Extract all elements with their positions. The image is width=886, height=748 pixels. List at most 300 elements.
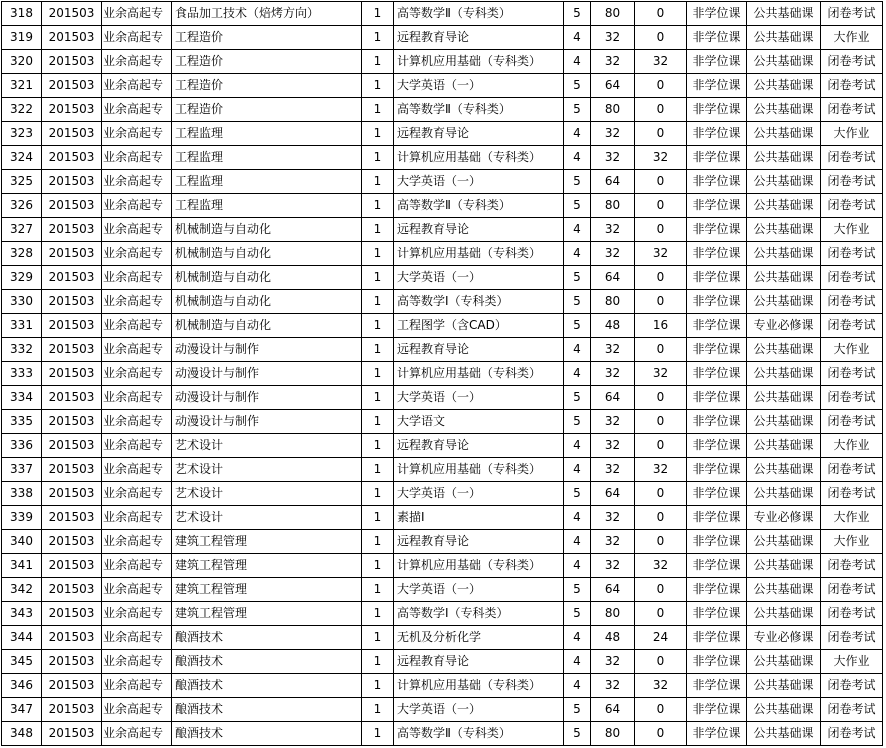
practice-hours-cell: 0 [635,722,687,746]
table-row [2,74,883,98]
course-name-cell: 计算机应用基础（专科类） [394,50,564,74]
degree-type-cell: 非学位课 [687,2,747,26]
course-category-cell: 公共基础课 [747,218,821,242]
semester-cell: 1 [362,266,394,290]
semester-cell: 1 [362,410,394,434]
semester-cell: 1 [362,698,394,722]
term-cell: 201503 [42,2,102,26]
table-row [2,410,883,434]
table-row [2,674,883,698]
term-cell: 201503 [42,626,102,650]
total-hours-cell: 64 [591,698,635,722]
exam-type-cell: 闭卷考试 [821,2,883,26]
degree-type-cell: 非学位课 [687,194,747,218]
term-cell: 201503 [42,98,102,122]
degree-type-cell: 非学位课 [687,434,747,458]
practice-hours-cell: 0 [635,26,687,50]
total-hours-cell: 32 [591,674,635,698]
row-index-cell: 323 [2,122,42,146]
practice-hours-cell: 0 [635,290,687,314]
course-category-cell: 公共基础课 [747,530,821,554]
course-name-cell: 工程图学（含CAD） [394,314,564,338]
degree-type-cell: 非学位课 [687,698,747,722]
course-category-cell: 公共基础课 [747,194,821,218]
level-cell: 业余高起专 [102,2,172,26]
table-row [2,578,883,602]
exam-type-cell: 闭卷考试 [821,74,883,98]
credit-cell: 5 [564,722,591,746]
term-cell: 201503 [42,314,102,338]
level-cell: 业余高起专 [102,98,172,122]
degree-type-cell: 非学位课 [687,314,747,338]
credit-cell: 5 [564,98,591,122]
level-cell: 业余高起专 [102,290,172,314]
course-name-cell: 计算机应用基础（专科类） [394,674,564,698]
semester-cell: 1 [362,554,394,578]
course-category-cell: 公共基础课 [747,338,821,362]
table-row [2,218,883,242]
practice-hours-cell: 32 [635,554,687,578]
table-row [2,290,883,314]
major-cell: 艺术设计 [172,458,362,482]
degree-type-cell: 非学位课 [687,506,747,530]
practice-hours-cell: 0 [635,170,687,194]
exam-type-cell: 大作业 [821,434,883,458]
term-cell: 201503 [42,194,102,218]
row-index-cell: 328 [2,242,42,266]
row-index-cell: 346 [2,674,42,698]
row-index-cell: 344 [2,626,42,650]
row-index-cell: 342 [2,578,42,602]
exam-type-cell: 闭卷考试 [821,602,883,626]
major-cell: 建筑工程管理 [172,554,362,578]
table-row [2,722,883,746]
major-cell: 机械制造与自动化 [172,314,362,338]
semester-cell: 1 [362,218,394,242]
table-row [2,554,883,578]
table-row [2,434,883,458]
semester-cell: 1 [362,122,394,146]
exam-type-cell: 闭卷考试 [821,50,883,74]
course-name-cell: 无机及分析化学 [394,626,564,650]
practice-hours-cell: 0 [635,698,687,722]
total-hours-cell: 80 [591,194,635,218]
table-row [2,50,883,74]
level-cell: 业余高起专 [102,338,172,362]
term-cell: 201503 [42,650,102,674]
term-cell: 201503 [42,506,102,530]
level-cell: 业余高起专 [102,722,172,746]
level-cell: 业余高起专 [102,74,172,98]
course-category-cell: 公共基础课 [747,554,821,578]
major-cell: 动漫设计与制作 [172,410,362,434]
major-cell: 机械制造与自动化 [172,290,362,314]
semester-cell: 1 [362,482,394,506]
credit-cell: 5 [564,410,591,434]
major-cell: 食品加工技术（焙烤方向） [172,2,362,26]
major-cell: 艺术设计 [172,506,362,530]
term-cell: 201503 [42,338,102,362]
level-cell: 业余高起专 [102,194,172,218]
course-category-cell: 公共基础课 [747,266,821,290]
semester-cell: 1 [362,194,394,218]
course-category-cell: 公共基础课 [747,410,821,434]
course-name-cell: 素描Ⅰ [394,506,564,530]
course-category-cell: 公共基础课 [747,50,821,74]
degree-type-cell: 非学位课 [687,578,747,602]
major-cell: 机械制造与自动化 [172,218,362,242]
practice-hours-cell: 0 [635,434,687,458]
course-category-cell: 公共基础课 [747,122,821,146]
credit-cell: 4 [564,218,591,242]
term-cell: 201503 [42,386,102,410]
semester-cell: 1 [362,650,394,674]
major-cell: 工程造价 [172,98,362,122]
course-category-cell: 公共基础课 [747,290,821,314]
degree-type-cell: 非学位课 [687,458,747,482]
row-index-cell: 318 [2,2,42,26]
term-cell: 201503 [42,434,102,458]
credit-cell: 4 [564,458,591,482]
practice-hours-cell: 0 [635,386,687,410]
major-cell: 工程监理 [172,170,362,194]
row-index-cell: 329 [2,266,42,290]
row-index-cell: 335 [2,410,42,434]
course-category-cell: 专业必修课 [747,314,821,338]
practice-hours-cell: 24 [635,626,687,650]
credit-cell: 4 [564,122,591,146]
course-category-cell: 公共基础课 [747,482,821,506]
table-row [2,650,883,674]
degree-type-cell: 非学位课 [687,338,747,362]
semester-cell: 1 [362,314,394,338]
table-row [2,314,883,338]
level-cell: 业余高起专 [102,506,172,530]
term-cell: 201503 [42,554,102,578]
exam-type-cell: 大作业 [821,218,883,242]
row-index-cell: 327 [2,218,42,242]
course-name-cell: 远程教育导论 [394,122,564,146]
credit-cell: 4 [564,530,591,554]
level-cell: 业余高起专 [102,482,172,506]
semester-cell: 1 [362,98,394,122]
credit-cell: 4 [564,362,591,386]
row-index-cell: 330 [2,290,42,314]
semester-cell: 1 [362,50,394,74]
course-name-cell: 大学英语（一） [394,74,564,98]
course-category-cell: 公共基础课 [747,74,821,98]
table-row [2,2,883,26]
total-hours-cell: 32 [591,506,635,530]
total-hours-cell: 32 [591,146,635,170]
credit-cell: 4 [564,626,591,650]
semester-cell: 1 [362,674,394,698]
credit-cell: 5 [564,290,591,314]
exam-type-cell: 闭卷考试 [821,194,883,218]
table-row [2,458,883,482]
degree-type-cell: 非学位课 [687,218,747,242]
course-name-cell: 高等数学Ⅱ（专科类） [394,722,564,746]
semester-cell: 1 [362,242,394,266]
semester-cell: 1 [362,386,394,410]
semester-cell: 1 [362,170,394,194]
exam-type-cell: 闭卷考试 [821,242,883,266]
level-cell: 业余高起专 [102,458,172,482]
row-index-cell: 322 [2,98,42,122]
course-name-cell: 计算机应用基础（专科类） [394,458,564,482]
semester-cell: 1 [362,290,394,314]
table-row [2,26,883,50]
course-category-cell: 公共基础课 [747,26,821,50]
practice-hours-cell: 0 [635,650,687,674]
course-schedule-table [1,1,883,746]
course-name-cell: 大学英语（一） [394,578,564,602]
credit-cell: 5 [564,578,591,602]
row-index-cell: 339 [2,506,42,530]
term-cell: 201503 [42,50,102,74]
course-name-cell: 高等数学Ⅱ（专科类） [394,98,564,122]
credit-cell: 4 [564,146,591,170]
level-cell: 业余高起专 [102,554,172,578]
credit-cell: 4 [564,650,591,674]
major-cell: 工程造价 [172,74,362,98]
credit-cell: 5 [564,386,591,410]
exam-type-cell: 大作业 [821,650,883,674]
credit-cell: 4 [564,242,591,266]
degree-type-cell: 非学位课 [687,74,747,98]
credit-cell: 5 [564,170,591,194]
total-hours-cell: 80 [591,98,635,122]
major-cell: 工程监理 [172,146,362,170]
term-cell: 201503 [42,578,102,602]
credit-cell: 4 [564,434,591,458]
degree-type-cell: 非学位课 [687,146,747,170]
practice-hours-cell: 0 [635,482,687,506]
major-cell: 艺术设计 [172,482,362,506]
course-category-cell: 公共基础课 [747,362,821,386]
row-index-cell: 332 [2,338,42,362]
row-index-cell: 324 [2,146,42,170]
table-row [2,146,883,170]
term-cell: 201503 [42,266,102,290]
exam-type-cell: 闭卷考试 [821,290,883,314]
total-hours-cell: 64 [591,482,635,506]
semester-cell: 1 [362,434,394,458]
total-hours-cell: 80 [591,2,635,26]
major-cell: 建筑工程管理 [172,530,362,554]
credit-cell: 5 [564,314,591,338]
credit-cell: 4 [564,506,591,530]
row-index-cell: 345 [2,650,42,674]
course-name-cell: 远程教育导论 [394,530,564,554]
course-name-cell: 大学英语（一） [394,170,564,194]
practice-hours-cell: 0 [635,266,687,290]
total-hours-cell: 48 [591,314,635,338]
practice-hours-cell: 0 [635,410,687,434]
table-row [2,266,883,290]
term-cell: 201503 [42,146,102,170]
course-name-cell: 远程教育导论 [394,434,564,458]
level-cell: 业余高起专 [102,386,172,410]
exam-type-cell: 闭卷考试 [821,482,883,506]
course-category-cell: 专业必修课 [747,506,821,530]
course-category-cell: 公共基础课 [747,602,821,626]
term-cell: 201503 [42,290,102,314]
row-index-cell: 341 [2,554,42,578]
course-name-cell: 高等数学Ⅱ（专科类） [394,194,564,218]
exam-type-cell: 闭卷考试 [821,554,883,578]
course-name-cell: 计算机应用基础（专科类） [394,362,564,386]
table-row [2,626,883,650]
total-hours-cell: 64 [591,578,635,602]
degree-type-cell: 非学位课 [687,26,747,50]
table-row [2,506,883,530]
exam-type-cell: 闭卷考试 [821,458,883,482]
semester-cell: 1 [362,722,394,746]
table-body [2,2,883,746]
level-cell: 业余高起专 [102,362,172,386]
table-row [2,482,883,506]
table-row [2,530,883,554]
course-category-cell: 公共基础课 [747,386,821,410]
major-cell: 工程造价 [172,26,362,50]
practice-hours-cell: 16 [635,314,687,338]
row-index-cell: 336 [2,434,42,458]
course-name-cell: 高等数学Ⅰ（专科类） [394,602,564,626]
credit-cell: 5 [564,482,591,506]
row-index-cell: 334 [2,386,42,410]
exam-type-cell: 闭卷考试 [821,362,883,386]
semester-cell: 1 [362,74,394,98]
major-cell: 酿酒技术 [172,722,362,746]
course-category-cell: 公共基础课 [747,242,821,266]
total-hours-cell: 32 [591,650,635,674]
course-category-cell: 公共基础课 [747,170,821,194]
row-index-cell: 348 [2,722,42,746]
major-cell: 酿酒技术 [172,626,362,650]
exam-type-cell: 闭卷考试 [821,386,883,410]
practice-hours-cell: 0 [635,218,687,242]
practice-hours-cell: 0 [635,122,687,146]
course-category-cell: 公共基础课 [747,698,821,722]
total-hours-cell: 80 [591,602,635,626]
exam-type-cell: 闭卷考试 [821,722,883,746]
exam-type-cell: 大作业 [821,338,883,362]
exam-type-cell: 闭卷考试 [821,578,883,602]
exam-type-cell: 闭卷考试 [821,626,883,650]
total-hours-cell: 32 [591,26,635,50]
semester-cell: 1 [362,26,394,50]
term-cell: 201503 [42,74,102,98]
credit-cell: 5 [564,74,591,98]
level-cell: 业余高起专 [102,170,172,194]
total-hours-cell: 32 [591,218,635,242]
total-hours-cell: 64 [591,170,635,194]
term-cell: 201503 [42,170,102,194]
total-hours-cell: 32 [591,50,635,74]
exam-type-cell: 闭卷考试 [821,146,883,170]
degree-type-cell: 非学位课 [687,602,747,626]
practice-hours-cell: 32 [635,362,687,386]
major-cell: 工程造价 [172,50,362,74]
exam-type-cell: 大作业 [821,506,883,530]
exam-type-cell: 大作业 [821,26,883,50]
practice-hours-cell: 0 [635,506,687,530]
level-cell: 业余高起专 [102,434,172,458]
major-cell: 机械制造与自动化 [172,242,362,266]
term-cell: 201503 [42,410,102,434]
course-name-cell: 计算机应用基础（专科类） [394,242,564,266]
course-category-cell: 公共基础课 [747,458,821,482]
course-name-cell: 远程教育导论 [394,338,564,362]
course-name-cell: 高等数学Ⅱ（专科类） [394,2,564,26]
degree-type-cell: 非学位课 [687,50,747,74]
table-row [2,386,883,410]
course-category-cell: 公共基础课 [747,434,821,458]
degree-type-cell: 非学位课 [687,290,747,314]
practice-hours-cell: 32 [635,50,687,74]
exam-type-cell: 闭卷考试 [821,266,883,290]
semester-cell: 1 [362,338,394,362]
degree-type-cell: 非学位课 [687,626,747,650]
degree-type-cell: 非学位课 [687,554,747,578]
course-category-cell: 公共基础课 [747,722,821,746]
major-cell: 动漫设计与制作 [172,338,362,362]
table-row [2,170,883,194]
course-name-cell: 远程教育导论 [394,26,564,50]
row-index-cell: 333 [2,362,42,386]
total-hours-cell: 64 [591,386,635,410]
course-name-cell: 远程教育导论 [394,218,564,242]
credit-cell: 5 [564,602,591,626]
exam-type-cell: 闭卷考试 [821,410,883,434]
credit-cell: 5 [564,266,591,290]
term-cell: 201503 [42,458,102,482]
practice-hours-cell: 0 [635,530,687,554]
exam-type-cell: 闭卷考试 [821,98,883,122]
term-cell: 201503 [42,26,102,50]
semester-cell: 1 [362,530,394,554]
degree-type-cell: 非学位课 [687,98,747,122]
degree-type-cell: 非学位课 [687,530,747,554]
level-cell: 业余高起专 [102,650,172,674]
degree-type-cell: 非学位课 [687,266,747,290]
level-cell: 业余高起专 [102,578,172,602]
course-category-cell: 公共基础课 [747,146,821,170]
major-cell: 机械制造与自动化 [172,266,362,290]
exam-type-cell: 闭卷考试 [821,314,883,338]
credit-cell: 4 [564,674,591,698]
total-hours-cell: 32 [591,530,635,554]
exam-type-cell: 大作业 [821,122,883,146]
degree-type-cell: 非学位课 [687,386,747,410]
course-name-cell: 大学英语（一） [394,698,564,722]
level-cell: 业余高起专 [102,122,172,146]
degree-type-cell: 非学位课 [687,722,747,746]
major-cell: 建筑工程管理 [172,578,362,602]
total-hours-cell: 48 [591,626,635,650]
exam-type-cell: 大作业 [821,530,883,554]
credit-cell: 4 [564,50,591,74]
level-cell: 业余高起专 [102,242,172,266]
practice-hours-cell: 0 [635,74,687,98]
term-cell: 201503 [42,722,102,746]
practice-hours-cell: 32 [635,242,687,266]
term-cell: 201503 [42,530,102,554]
total-hours-cell: 32 [591,458,635,482]
total-hours-cell: 80 [591,290,635,314]
degree-type-cell: 非学位课 [687,242,747,266]
